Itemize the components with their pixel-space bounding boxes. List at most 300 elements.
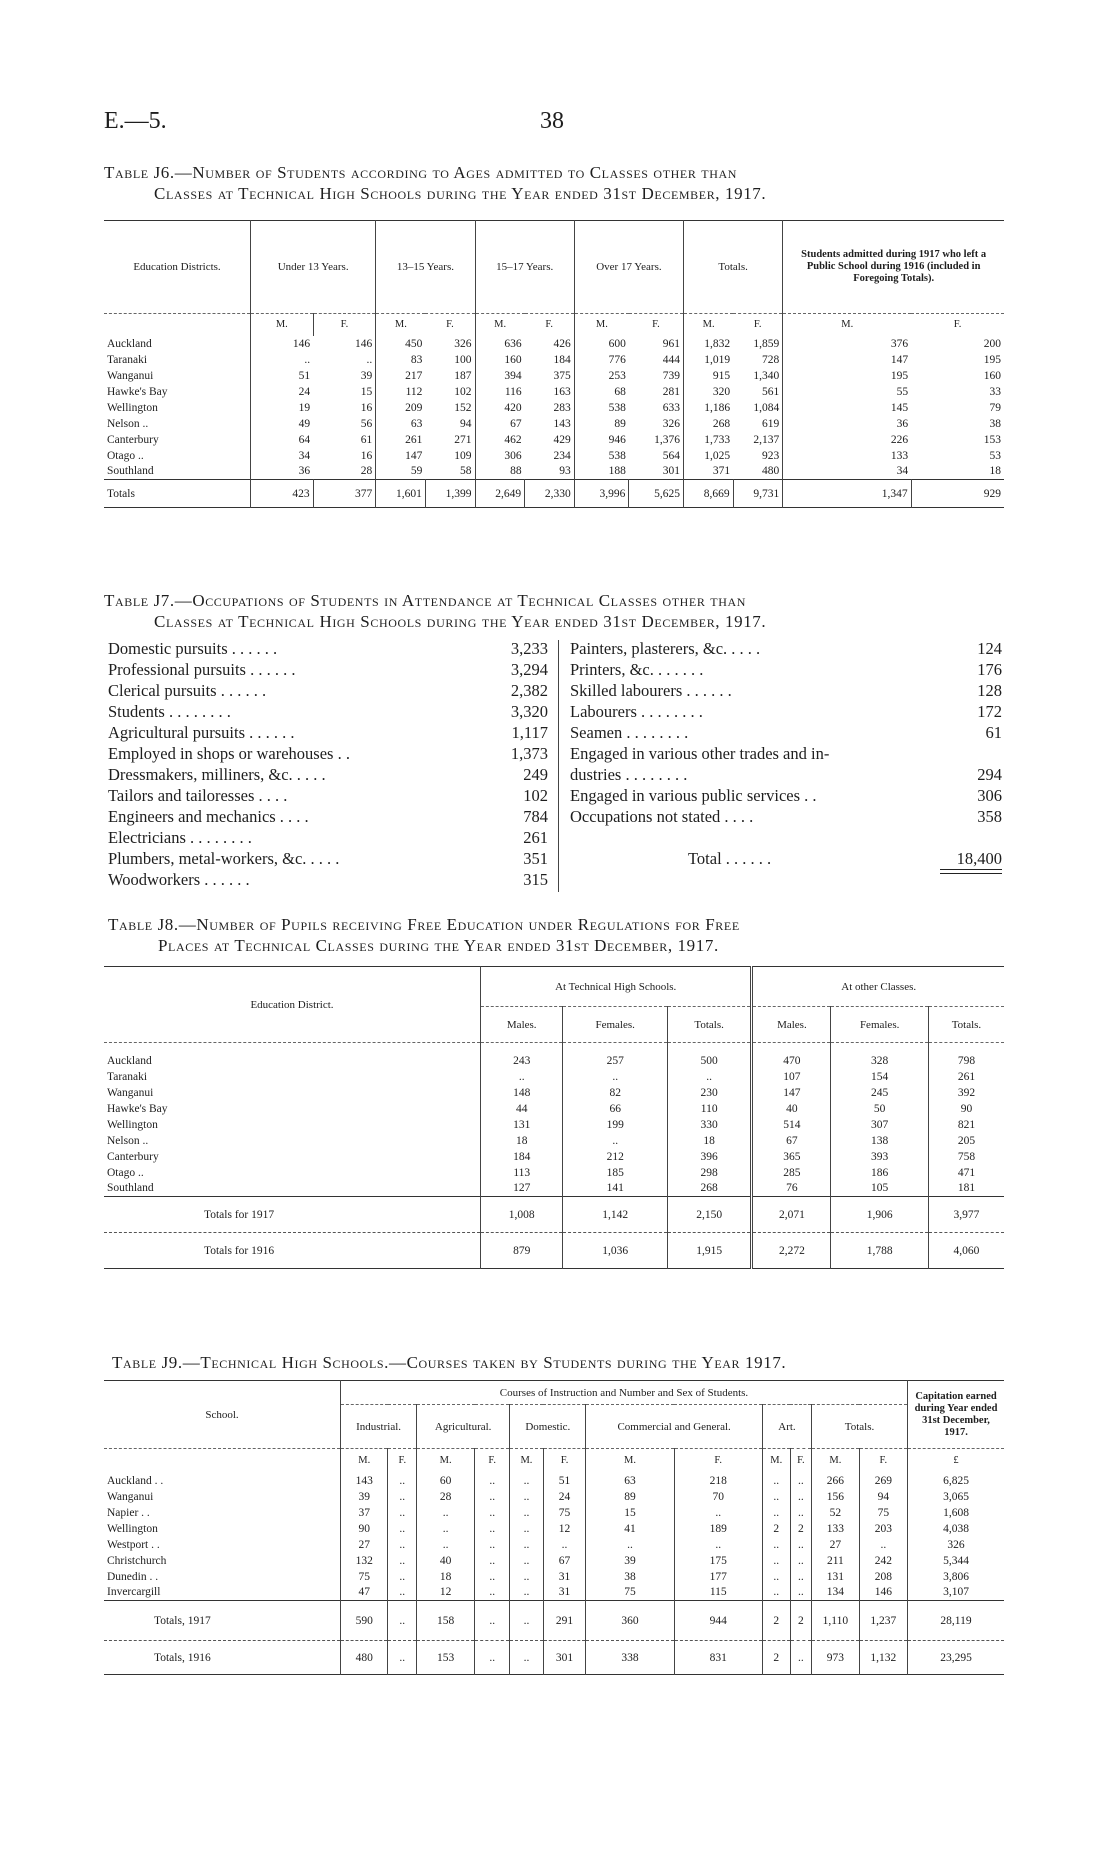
data-cell: 70 [674, 1489, 762, 1505]
j9-totals-1917-row [104, 1601, 1004, 1641]
j6-m-label: M. [251, 314, 314, 336]
data-cell: 5,344 [908, 1553, 1005, 1569]
data-cell: 326 [908, 1537, 1005, 1553]
table-row [104, 1569, 1004, 1585]
list-item [108, 848, 548, 869]
data-cell: 211 [812, 1553, 860, 1569]
data-cell: 253 [574, 368, 629, 384]
occupation-count: 294 [977, 765, 1002, 784]
occupation-label: Agricultural pursuits . . . . . . [108, 723, 295, 742]
occupation-count: 124 [977, 639, 1002, 658]
data-cell: 205 [928, 1133, 1004, 1149]
occupation-label: Printers, &c. . . . . . . [570, 660, 704, 679]
data-cell: 89 [574, 416, 629, 432]
data-cell: 3,996 [574, 480, 629, 508]
list-item [108, 680, 548, 701]
data-cell: .. [543, 1537, 586, 1553]
table-j6-caption-line2: Classes at Technical High Schools during the Year ended 31st December, 1917. [154, 184, 767, 203]
data-cell: 392 [928, 1085, 1004, 1101]
data-cell: .. [790, 1585, 811, 1601]
occupation-label: Labourers . . . . . . . . [570, 702, 703, 721]
occupation-count: 784 [523, 807, 548, 826]
table-row [104, 352, 1004, 368]
data-cell: 2,649 [475, 480, 525, 508]
data-cell: 961 [662, 337, 681, 350]
data-cell: 636 [475, 336, 525, 352]
data-cell: 16 [360, 401, 373, 414]
table-row [104, 1101, 1004, 1117]
data-cell: 37 [341, 1505, 388, 1521]
table-row [104, 1165, 1004, 1181]
data-cell: 12 [543, 1521, 586, 1537]
table-j9-caption [112, 1352, 786, 1373]
data-cell: 100 [454, 353, 472, 366]
data-cell: 8,669 [684, 480, 734, 508]
data-cell: 58 [460, 465, 472, 478]
data-cell: .. [388, 1569, 417, 1585]
data-cell: .. [510, 1553, 543, 1569]
m-label: M. [762, 1449, 790, 1473]
data-cell: 326 [454, 337, 472, 350]
data-cell: 328 [831, 1053, 928, 1069]
occupation-label: Seamen . . . . . . . . [570, 723, 689, 742]
j8-header-high: At Technical High Schools. [481, 967, 752, 1007]
j9-header-domestic: Domestic. [510, 1405, 586, 1449]
data-cell: 217 [376, 368, 426, 384]
j9-header-totals: Totals. [812, 1405, 908, 1449]
data-cell: 188 [574, 464, 629, 480]
j6-f-label: F. [953, 319, 962, 331]
data-cell: 31 [543, 1569, 586, 1585]
data-cell: 1,347 [783, 480, 911, 508]
data-cell: 153 [983, 433, 1001, 446]
data-cell: 158 [417, 1601, 475, 1641]
data-cell: 326 [662, 417, 681, 430]
j9-mf-row [104, 1449, 1004, 1473]
data-cell: 147 [376, 448, 426, 464]
data-cell: 2,071 [752, 1197, 831, 1233]
page-header-code: E.—5. [104, 108, 167, 134]
data-cell: .. [510, 1641, 543, 1675]
data-cell: 821 [928, 1117, 1004, 1133]
occupation-label: Woodworkers . . . . . . [108, 870, 250, 889]
data-cell: 261 [376, 432, 426, 448]
list-item [570, 764, 1002, 785]
occupation-count: 172 [977, 702, 1002, 721]
data-cell: 1,008 [481, 1197, 563, 1233]
data-cell: 27 [341, 1537, 388, 1553]
data-cell: 31 [543, 1585, 586, 1601]
m-label: M. [417, 1449, 475, 1473]
school-name: Invercargill [107, 1586, 161, 1599]
j6-header-15-17: 15–17 Years. [475, 221, 574, 314]
data-cell: .. [790, 1505, 811, 1521]
data-cell: 944 [674, 1601, 762, 1641]
data-cell: 298 [667, 1165, 751, 1181]
j6-header-totals: Totals. [684, 221, 783, 314]
data-cell: 39 [341, 1489, 388, 1505]
data-cell: .. [762, 1473, 790, 1489]
data-cell: 6,825 [908, 1473, 1005, 1489]
data-cell: .. [586, 1537, 674, 1553]
data-cell: .. [388, 1585, 417, 1601]
data-cell: 218 [674, 1473, 762, 1489]
data-cell: .. [366, 353, 373, 366]
data-cell: 393 [831, 1149, 928, 1165]
j8-header-totals: Totals. [667, 1007, 751, 1043]
table-j6-caption-line1: Table J6.—Number of Students according to Ages admitted to Classes other than [104, 163, 738, 182]
occupation-count: 261 [523, 828, 548, 847]
table-row [104, 448, 1004, 464]
data-cell: 9,731 [733, 480, 783, 508]
data-cell: 371 [684, 464, 734, 480]
data-cell: .. [388, 1553, 417, 1569]
data-cell: 88 [475, 464, 525, 480]
data-cell: .. [790, 1489, 811, 1505]
table-j7-caption-line1: Table J7.—Occupations of Students in Attendance at Technical Classes other than [104, 591, 747, 610]
district-name: Otago .. [107, 1166, 144, 1179]
data-cell: 480 [762, 465, 780, 478]
data-cell: .. [475, 1521, 510, 1537]
occupation-count: 1,117 [511, 723, 548, 742]
data-cell: 831 [674, 1641, 762, 1675]
f-label: F. [674, 1449, 762, 1473]
data-cell: 301 [543, 1641, 586, 1675]
f-label: F. [543, 1449, 586, 1473]
data-cell: 230 [667, 1085, 751, 1101]
occupation-count: 102 [523, 786, 548, 805]
data-cell: 39 [586, 1553, 674, 1569]
data-cell: 75 [543, 1505, 586, 1521]
data-cell: 75 [341, 1569, 388, 1585]
f-label: F. [859, 1449, 907, 1473]
list-item [570, 701, 1002, 722]
data-cell: 199 [563, 1117, 668, 1133]
list-item [108, 722, 548, 743]
occupation-label: Domestic pursuits . . . . . . [108, 639, 278, 658]
data-cell: .. [563, 1133, 668, 1149]
j6-f-label: F. [446, 319, 454, 331]
data-cell: .. [388, 1505, 417, 1521]
j8-header-district: Education District. [104, 967, 481, 1043]
data-cell: 450 [376, 336, 426, 352]
data-cell: 1,376 [654, 433, 681, 446]
data-cell: .. [563, 1069, 668, 1085]
f-label: F. [388, 1449, 417, 1473]
data-cell: 946 [574, 432, 629, 448]
data-cell: 89 [586, 1489, 674, 1505]
table-row [104, 1133, 1004, 1149]
j6-m-label: M. [783, 314, 911, 336]
data-cell: 39 [360, 369, 373, 382]
data-cell: 4,060 [928, 1233, 1004, 1269]
data-cell: .. [417, 1505, 475, 1521]
list-item [108, 638, 548, 659]
data-cell: 798 [928, 1053, 1004, 1069]
data-cell: .. [790, 1473, 811, 1489]
data-cell: 243 [481, 1053, 563, 1069]
j9-header-capitation: Capitation earned during Year ended 31st December, 1917. [908, 1381, 1005, 1449]
table-j6 [104, 220, 1004, 508]
page-number: 38 [540, 108, 564, 134]
data-cell: 93 [559, 465, 571, 478]
data-cell: 209 [376, 400, 426, 416]
data-cell: 1,601 [376, 480, 426, 508]
data-cell: 66 [563, 1101, 668, 1117]
data-cell: .. [388, 1601, 417, 1641]
j6-header-13-15: 13–15 Years. [376, 221, 475, 314]
data-cell: 16 [360, 449, 373, 462]
data-cell: 24 [251, 384, 314, 400]
data-cell: 1,788 [831, 1233, 928, 1269]
totals-label: Totals, 1916 [154, 1651, 211, 1664]
list-item [108, 869, 548, 890]
school-name: Napier . . [107, 1506, 150, 1519]
table-row [104, 1117, 1004, 1133]
data-cell: 181 [928, 1181, 1004, 1197]
data-cell: 973 [812, 1641, 860, 1675]
data-cell: .. [388, 1489, 417, 1505]
school-name: Auckland . . [107, 1474, 164, 1487]
data-cell: 147 [783, 352, 911, 368]
data-cell: 1,142 [563, 1197, 668, 1233]
data-cell: .. [388, 1641, 417, 1675]
data-cell: 226 [783, 432, 911, 448]
data-cell: .. [790, 1641, 811, 1675]
data-cell: 38 [586, 1569, 674, 1585]
totals-label: Totals for 1916 [204, 1244, 275, 1257]
list-item [570, 743, 1002, 764]
m-label: M. [341, 1449, 388, 1473]
data-cell: 131 [812, 1569, 860, 1585]
table-row [104, 1537, 1004, 1553]
data-cell: 338 [586, 1641, 674, 1675]
data-cell: 306 [475, 448, 525, 464]
j9-header-commercial: Commercial and General. [586, 1405, 762, 1449]
data-cell: 423 [251, 480, 314, 508]
data-cell: 480 [341, 1641, 388, 1675]
data-cell: 94 [460, 417, 472, 430]
data-cell: 160 [475, 352, 525, 368]
occupation-label: Engaged in various other trades and in- [570, 744, 830, 763]
list-item [570, 638, 1002, 659]
data-cell: 175 [674, 1553, 762, 1569]
data-cell: 68 [574, 384, 629, 400]
data-cell: 15 [360, 385, 373, 398]
data-cell: 1,025 [684, 448, 734, 464]
j6-m-label: M. [574, 314, 629, 336]
district-name: Taranaki [107, 1070, 148, 1083]
data-cell: 470 [752, 1053, 831, 1069]
table-j8-caption-line1: Table J8.—Number of Pupils receiving Free Education under Regulations for Free [108, 915, 740, 934]
data-cell: 94 [859, 1489, 907, 1505]
district-name: Taranaki [107, 353, 148, 366]
data-cell: 377 [313, 480, 376, 508]
table-row [104, 400, 1004, 416]
data-cell: 283 [553, 401, 571, 414]
data-cell: 146 [251, 336, 314, 352]
j6-header-students: Students admitted during 1917 who left a Public School during 1916 (included in Foregoing Totals). [783, 221, 1004, 314]
data-cell: 269 [859, 1473, 907, 1489]
spacer-cell [104, 1449, 341, 1473]
data-cell: 28,119 [908, 1601, 1005, 1641]
data-cell: 116 [475, 384, 525, 400]
pound-sign: £ [908, 1449, 1005, 1473]
data-cell: 141 [563, 1181, 668, 1197]
j7-total-double-rule [940, 869, 1002, 874]
data-cell: .. [475, 1473, 510, 1489]
school-name: Wanganui [107, 1490, 154, 1503]
list-item [108, 785, 548, 806]
j9-totals-1916-row [104, 1641, 1004, 1675]
data-cell: 320 [684, 384, 734, 400]
data-cell: 52 [812, 1505, 860, 1521]
data-cell: .. [475, 1585, 510, 1601]
j8-header-males: Males. [481, 1007, 563, 1043]
data-cell: 1,915 [667, 1233, 751, 1269]
data-cell: 1,906 [831, 1197, 928, 1233]
data-cell: .. [510, 1601, 543, 1641]
occupation-label: Dressmakers, milliners, &c. . . . . [108, 765, 326, 784]
data-cell: .. [251, 352, 314, 368]
data-cell: 184 [553, 353, 571, 366]
data-cell: .. [510, 1489, 543, 1505]
occupation-label: Employed in shops or warehouses . . [108, 744, 350, 763]
data-cell: 51 [251, 368, 314, 384]
data-cell: 27 [812, 1537, 860, 1553]
table-row [104, 1521, 1004, 1537]
j6-f-label: F. [313, 314, 376, 336]
data-cell: 2 [790, 1521, 811, 1537]
j6-m-label: M. [684, 314, 734, 336]
data-cell: 245 [831, 1085, 928, 1101]
data-cell: 561 [762, 385, 780, 398]
data-cell: 728 [762, 353, 780, 366]
table-j9-caption-line1: Table J9.—Technical High Schools.—Courses taken by Students during the Year 1917. [112, 1353, 787, 1372]
data-cell: 143 [553, 417, 571, 430]
data-cell: 1,186 [684, 400, 734, 416]
data-cell: 131 [481, 1117, 563, 1133]
occupation-count [942, 743, 1002, 764]
data-cell: .. [762, 1505, 790, 1521]
data-cell: 2 [762, 1641, 790, 1675]
data-cell: 420 [475, 400, 525, 416]
j9-header-art: Art. [762, 1405, 811, 1449]
data-cell: 160 [983, 369, 1001, 382]
data-cell: 257 [563, 1053, 668, 1069]
data-cell: 153 [417, 1641, 475, 1675]
table-row [104, 368, 1004, 384]
data-cell: 242 [859, 1553, 907, 1569]
data-cell: 75 [586, 1585, 674, 1601]
data-cell: 1,237 [859, 1601, 907, 1641]
data-cell: 301 [662, 465, 681, 478]
data-cell: .. [762, 1489, 790, 1505]
district-name: Southland [107, 465, 154, 478]
data-cell: 152 [454, 401, 472, 414]
school-name: Dunedin . . [107, 1570, 159, 1583]
table-row [104, 1473, 1004, 1489]
list-item [570, 785, 1002, 806]
j6-f-label: F. [652, 319, 660, 331]
data-cell: 360 [586, 1601, 674, 1641]
j6-f-label: F. [545, 319, 554, 331]
data-cell: 36 [251, 464, 314, 480]
data-cell: .. [790, 1569, 811, 1585]
data-cell: 268 [667, 1181, 751, 1197]
data-cell: 2,137 [753, 433, 780, 446]
data-cell: 1,399 [425, 480, 475, 508]
occupation-count: 351 [523, 849, 548, 868]
j9-header-school: School. [104, 1381, 341, 1449]
data-cell: .. [510, 1505, 543, 1521]
data-cell: 3,806 [908, 1569, 1005, 1585]
data-cell: 41 [586, 1521, 674, 1537]
data-cell: .. [481, 1069, 563, 1085]
data-cell: 133 [812, 1521, 860, 1537]
table-row [104, 432, 1004, 448]
j9-header-courses: Courses of Instruction and Number and Sex of Students. [341, 1381, 908, 1405]
data-cell: 138 [831, 1133, 928, 1149]
occupation-label: Tailors and tailoresses . . . . [108, 786, 288, 805]
table-row [104, 1553, 1004, 1569]
data-cell: 281 [662, 385, 681, 398]
data-cell: 234 [553, 449, 571, 462]
data-cell: 185 [563, 1165, 668, 1181]
data-cell: .. [859, 1537, 907, 1553]
data-cell: 90 [928, 1101, 1004, 1117]
data-cell: 195 [783, 368, 911, 384]
data-cell: 187 [454, 369, 472, 382]
data-cell: 396 [667, 1149, 751, 1165]
district-name: Auckland [107, 1054, 152, 1067]
table-j7-caption [104, 590, 766, 632]
data-cell: 63 [586, 1473, 674, 1489]
data-cell: .. [674, 1505, 762, 1521]
data-cell: 1,110 [812, 1601, 860, 1641]
j7-total [570, 848, 1002, 874]
j8-header-females: Females. [563, 1007, 668, 1043]
data-cell: 79 [989, 401, 1001, 414]
data-cell: 163 [553, 385, 571, 398]
data-cell: 208 [859, 1569, 907, 1585]
data-cell: .. [417, 1537, 475, 1553]
j7-total-label: Total . . . . . . [688, 849, 772, 868]
data-cell: .. [510, 1585, 543, 1601]
data-cell: 1,019 [684, 352, 734, 368]
district-name: Otago .. [107, 449, 144, 462]
district-name: Nelson .. [107, 1134, 149, 1147]
data-cell: 76 [752, 1181, 831, 1197]
table-row [104, 1149, 1004, 1165]
district-name: Canterbury [107, 433, 159, 446]
data-cell: 127 [481, 1181, 563, 1197]
data-cell: 268 [684, 416, 734, 432]
j6-m-label: M. [376, 314, 426, 336]
data-cell: 514 [752, 1117, 831, 1133]
occupation-label: Occupations not stated . . . . [570, 807, 754, 826]
table-row [104, 1069, 1004, 1085]
district-name: Hawke's Bay [107, 385, 168, 398]
data-cell: 107 [752, 1069, 831, 1085]
data-cell: .. [762, 1537, 790, 1553]
data-cell: .. [510, 1537, 543, 1553]
data-cell: 19 [251, 400, 314, 416]
data-cell: 1,036 [563, 1233, 668, 1269]
j8-header-other: At other Classes. [752, 967, 1004, 1007]
table-row [104, 1085, 1004, 1101]
occupation-count: 306 [977, 786, 1002, 805]
